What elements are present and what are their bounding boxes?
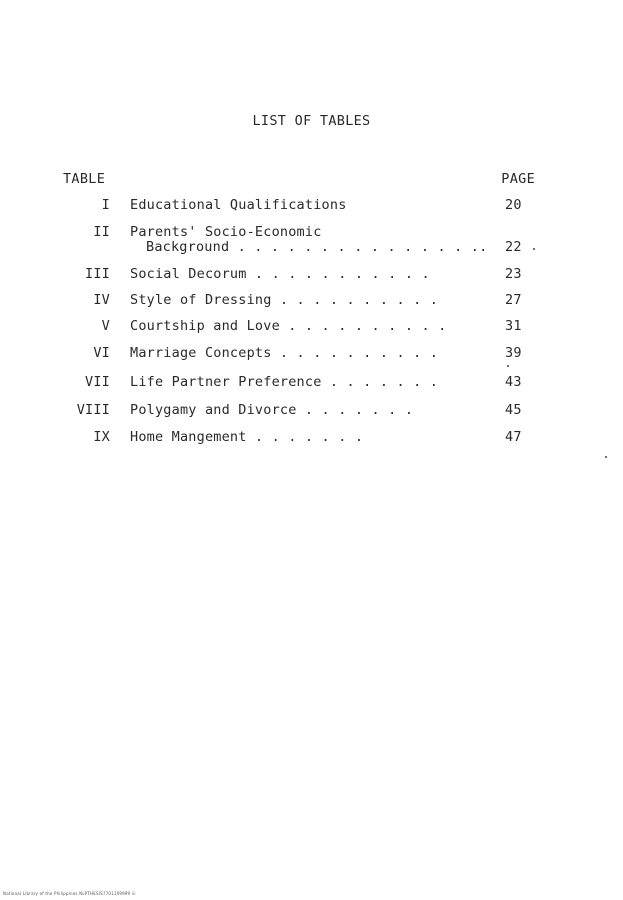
page-number: 22	[505, 239, 522, 255]
table-numeral: VII	[85, 374, 110, 390]
table-title: Life Partner Preference . . . . . . .	[130, 374, 439, 390]
table-title: Parents' Socio-Economic Background . . . . . . . . . . . . . . ..	[130, 224, 488, 255]
table-numeral: IX	[93, 429, 110, 445]
table-numeral: III	[85, 266, 110, 282]
table-numeral: IV	[93, 292, 110, 308]
scan-speck	[533, 248, 535, 250]
table-title: Home Mangement . . . . . . .	[130, 429, 364, 445]
table-numeral: II	[93, 224, 110, 240]
table-numeral: VI	[93, 345, 110, 361]
table-row	[0, 197, 623, 217]
page-number: 39	[505, 345, 522, 361]
page-number: 47	[505, 429, 522, 445]
table-title: Polygamy and Divorce . . . . . . .	[130, 402, 414, 418]
table-title: Educational Qualifications	[130, 197, 347, 213]
table-numeral: V	[101, 318, 110, 334]
table-numeral: VIII	[76, 402, 110, 418]
table-row	[0, 224, 623, 260]
table-row	[0, 345, 623, 365]
table-title: Social Decorum . . . . . . . . . . .	[130, 266, 430, 282]
table-row	[0, 429, 623, 449]
page-column-header: PAGE	[501, 171, 535, 187]
page-number: 23	[505, 266, 522, 282]
table-row	[0, 292, 623, 312]
table-column-header: TABLE	[63, 171, 106, 187]
scan-footer-text: National Library of the Philippines NLPTHESIS7701109999 iii	[3, 891, 136, 896]
table-row	[0, 374, 623, 394]
page-number: 20	[505, 197, 522, 213]
table-numeral: I	[101, 197, 110, 213]
page-number: 31	[505, 318, 522, 334]
table-title: Courtship and Love . . . . . . . . . .	[130, 318, 447, 334]
page-number: 27	[505, 292, 522, 308]
table-row	[0, 318, 623, 338]
page-number: 45	[505, 402, 522, 418]
page-number: 43	[505, 374, 522, 390]
table-row	[0, 402, 623, 422]
scan-speck	[605, 456, 607, 458]
table-row	[0, 266, 623, 286]
table-title: Marriage Concepts . . . . . . . . . .	[130, 345, 439, 361]
table-title: Style of Dressing . . . . . . . . . .	[130, 292, 439, 308]
page-title: LIST OF TABLES	[252, 113, 371, 129]
scan-speck	[507, 365, 509, 367]
